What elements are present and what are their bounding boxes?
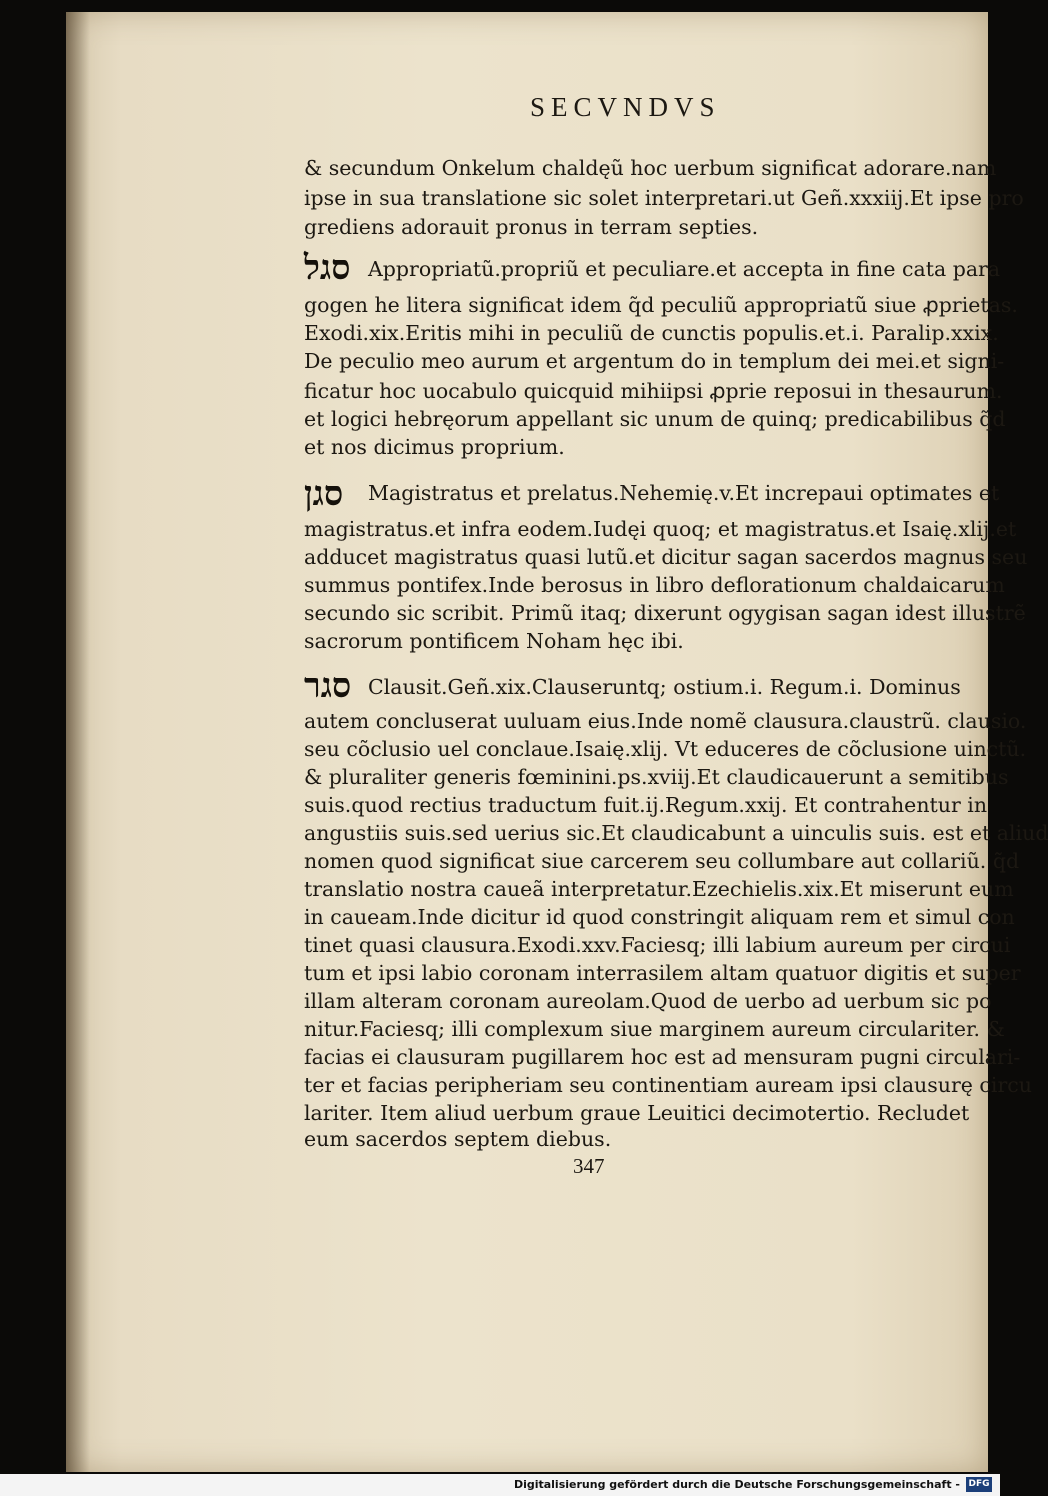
text-line: suis.quod rectius traductum fuit.ij.Regum.xxij. Et contrahentur in xyxy=(304,793,988,817)
text-line: secundo sic scribit. Primũ itaq; dixerunt ogygisan sagan idest illustrẽ xyxy=(304,601,1026,625)
text-line: eum sacerdos septem diebus. xyxy=(304,1127,612,1151)
running-title: SECVNDVS xyxy=(530,92,721,122)
footer-bar xyxy=(0,1474,1000,1496)
text-line: et nos dicimus proprium. xyxy=(304,435,565,459)
text-line: facias ei clausuram pugillarem hoc est ad mensuram pugni circulari- xyxy=(304,1045,1021,1069)
text-line: et logici hebręorum appellant sic unum de quinq; predicabilibus q̃d xyxy=(304,407,1006,431)
text-line: ipse in sua translatione sic solet interpretari.ut Geñ.xxxiij.Et ipse pro xyxy=(304,186,1024,210)
text-line: illam alteram coronam aureolam.Quod de uerbo ad uerbum sic po xyxy=(304,989,992,1013)
page-number: 347 xyxy=(573,1154,605,1178)
text-line: ficatur hoc uocabulo quicquid mihiipsi ꝓprie reposui in thesaurum. xyxy=(304,379,1003,403)
text-line: autem concluserat uuluam eius.Inde nomẽ clausura.claustrũ. clausio. xyxy=(304,709,1027,733)
text-line: & secundum Onkelum chaldęũ hoc uerbum significat adorare.nam xyxy=(304,156,997,180)
spine-shadow xyxy=(66,12,90,1472)
text-line: grediens adorauit pronus in terram septies. xyxy=(304,215,759,239)
funding-credit: Digitalisierung gefördert durch die Deutsche Forschungsgemeinschaft - xyxy=(513,1478,960,1491)
text-line: gogen he litera significat idem q̃d peculiũ appropriatũ siue ꝓprietas. xyxy=(304,293,1018,317)
text-line: nitur.Faciesq; illi complexum siue marginem aureum circulariter. & xyxy=(304,1017,1005,1041)
text-line: translatio nostra caueã interpretatur.Ezechielis.xix.Et miserunt eum xyxy=(304,877,1014,901)
text-line: angustiis suis.sed uerius sic.Et claudicabunt a uinculis suis. est et aliud xyxy=(304,821,1048,845)
text-line: Exodi.xix.Eritis mihi in peculiũ de cunctis populis.et.i. Paralip.xxix. xyxy=(304,321,999,345)
hebrew-headword: סגן xyxy=(304,474,344,514)
hebrew-headword: סגר xyxy=(304,666,352,706)
text-line: sacrorum pontificem Noham hęc ibi. xyxy=(304,629,684,653)
text-line: in caueam.Inde dicitur id quod constringit aliquam rem et simul con xyxy=(304,905,1015,929)
text-line: & pluraliter generis fœminini.ps.xviij.Et claudicauerunt a semitibus xyxy=(304,765,1009,789)
entry-first-line: Appropriatũ.propriũ et peculiare.et accepta in fine cata para xyxy=(368,257,1001,281)
text-line: De peculio meo aurum et argentum do in templum dei mei.et signi- xyxy=(304,349,1005,373)
text-line: ter et facias peripheriam seu continentiam auream ipsi clausurę circu xyxy=(304,1073,1032,1097)
entry-first-line: Magistratus et prelatus.Nehemię.v.Et increpaui optimates et xyxy=(368,481,1000,505)
text-line: tum et ipsi labio coronam interrasilem altam quatuor digitis et super xyxy=(304,961,1021,985)
text-line: adducet magistratus quasi lutũ.et dicitur sagan sacerdos magnus seu xyxy=(304,545,1028,569)
entry-first-line: Clausit.Geñ.xix.Clauseruntq; ostium.i. Regum.i. Dominus xyxy=(368,675,961,699)
text-line: seu cõclusio uel conclaue.Isaię.xlij. Vt educeres de cõclusione uinctũ. xyxy=(304,737,1027,761)
text-line: lariter. Item aliud uerbum graue Leuitici decimotertio. Recludet xyxy=(304,1101,970,1125)
text-line: tinet quasi clausura.Exodi.xxv.Faciesq; illi labium aureum per circui xyxy=(304,933,1011,957)
text-line: summus pontifex.Inde berosus in libro deflorationum chaldaicarum xyxy=(304,573,1005,597)
dfg-logo: DFG xyxy=(966,1477,992,1492)
text-line: nomen quod significat siue carcerem seu collumbare aut collariũ. q̃d xyxy=(304,849,1020,873)
hebrew-headword: סגל xyxy=(304,248,351,288)
text-line: magistratus.et infra eodem.Iudęi quoq; et magistratus.et Isaię.xlij.et xyxy=(304,517,1017,541)
